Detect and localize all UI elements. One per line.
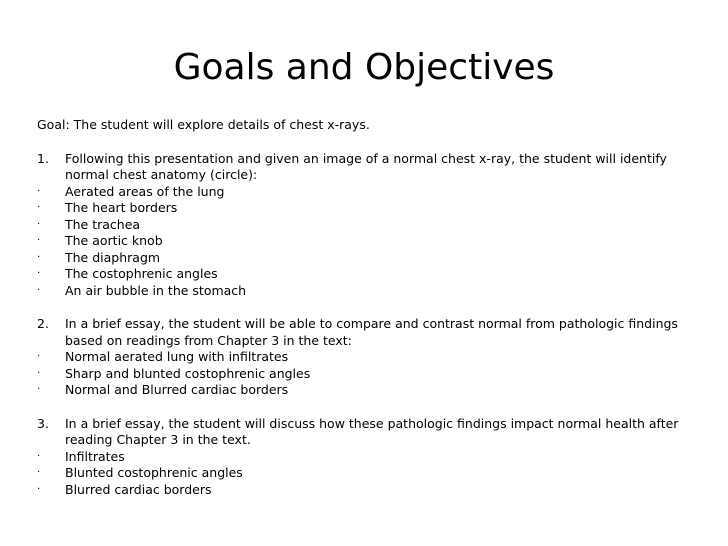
bullet-text: Aerated areas of the lung (65, 183, 225, 199)
objective-text: In a brief essay, the student will discuss how these pathologic findings impact normal health after reading Chapter 3 in the text. (65, 415, 679, 447)
bullet-item (37, 266, 697, 283)
bullet-marker: · (37, 251, 41, 263)
bullet-item (37, 184, 697, 201)
slide-body (37, 117, 697, 515)
objective-heading (37, 316, 697, 349)
bullet-text: Blurred cardiac borders (65, 481, 212, 497)
objective-number: 3. (37, 415, 49, 431)
bullet-marker: · (37, 483, 41, 495)
bullet-text: Normal aerated lung with infiltrates (65, 349, 289, 364)
bullet-text: Normal and Blurred cardiac borders (65, 382, 289, 397)
bullet-marker: · (37, 367, 41, 379)
bullet-text: The heart borders (65, 200, 178, 215)
bullet-item (37, 233, 697, 250)
objective-number: 2. (37, 316, 49, 331)
bullet-text: Sharp and blunted costophrenic angles (65, 365, 311, 381)
bullet-marker: · (37, 467, 41, 478)
objective-3 (37, 416, 697, 499)
bullet-text: Infiltrates (65, 448, 125, 464)
objective-number: 1. (37, 150, 49, 166)
bullet-marker: · (37, 185, 41, 197)
bullet-item (37, 283, 697, 300)
bullet-item (37, 200, 697, 217)
bullet-marker: · (37, 202, 41, 213)
bullet-marker: · (37, 284, 41, 296)
bullet-marker: · (37, 268, 41, 279)
bullet-text: The aortic knob (65, 233, 163, 248)
bullet-text: Blunted costophrenic angles (65, 465, 243, 480)
bullet-text: The trachea (65, 216, 141, 232)
bullet-marker: · (37, 235, 41, 246)
bullet-item (37, 449, 697, 466)
bullet-text: The costophrenic angles (65, 266, 218, 281)
bullet-text: The diaphragm (65, 249, 161, 265)
bullet-item (37, 217, 697, 234)
bullet-item (37, 366, 697, 383)
bullet-item (37, 250, 697, 267)
bullet-item (37, 482, 697, 499)
objective-heading (37, 416, 697, 449)
goal-statement: Goal: The student will explore details of chest x-rays. (37, 117, 370, 132)
bullet-item (37, 349, 697, 366)
bullet-item (37, 465, 697, 482)
slide-title: Goals and Objectives (173, 47, 555, 88)
bullet-marker: · (37, 384, 41, 395)
bullet-item (37, 382, 697, 399)
objective-2 (37, 316, 697, 399)
bullet-marker: · (37, 351, 41, 362)
objective-heading (37, 151, 697, 184)
bullet-marker: · (37, 218, 41, 230)
objective-1 (37, 151, 697, 300)
bullet-text: An air bubble in the stomach (65, 282, 247, 298)
bullet-marker: · (37, 450, 41, 462)
objective-text: Following this presentation and given an image of a normal chest x-ray, the student will identify normal chest anatomy (circle): (65, 150, 667, 182)
objective-text: In a brief essay, the student will be able to compare and contrast normal from pathologic findings based on readings from Chapter 3 in the text: (65, 316, 678, 348)
